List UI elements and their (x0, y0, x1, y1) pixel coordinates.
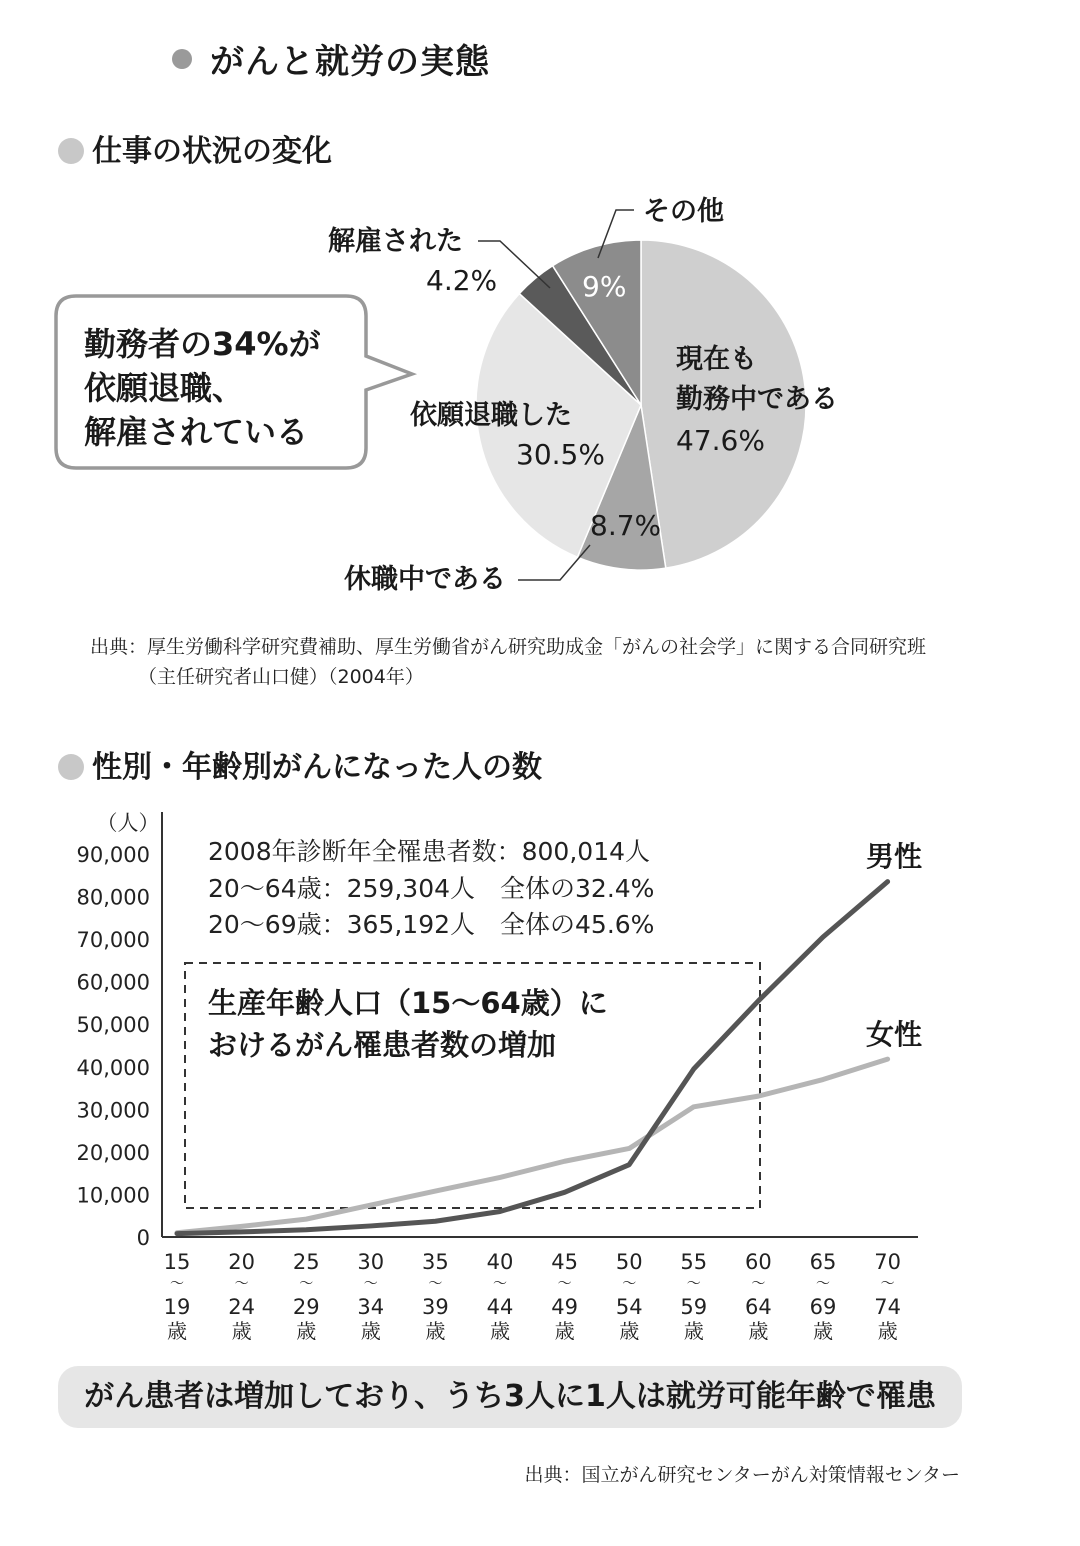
x-tick-label: 64 (745, 1295, 772, 1319)
series-point-male (886, 880, 889, 883)
series-point-male (176, 1232, 179, 1235)
legend-male: 男性 (866, 840, 923, 873)
series-point-female (822, 1078, 825, 1081)
pie-value-working: 47.6% (676, 424, 765, 457)
series-point-female (563, 1160, 566, 1163)
y-tick-label: 80,000 (76, 885, 150, 910)
x-tick-label: 〜 (622, 1276, 637, 1292)
y-tick-label: 50,000 (76, 1013, 150, 1038)
pie-chart (0, 180, 1080, 600)
series-point-female (628, 1147, 631, 1150)
x-tick-label: 歳 (490, 1319, 510, 1343)
series-point-male (499, 1210, 502, 1213)
legend-female: 女性 (866, 1018, 923, 1051)
x-tick-label: 歳 (877, 1319, 898, 1343)
x-tick-label: 歳 (813, 1319, 833, 1343)
x-tick-label: 29 (292, 1295, 320, 1319)
stat-line: 20〜64歳：259,304人 全体の32.4% (208, 874, 655, 903)
section2-title-text: 性別・年齢別がんになった人の数 (92, 750, 542, 785)
x-tick-label: 歳 (554, 1319, 575, 1343)
x-tick-label: 歳 (231, 1319, 252, 1343)
x-tick-label: 〜 (299, 1276, 314, 1292)
x-tick-label: 〜 (816, 1276, 830, 1292)
x-tick-label: 15 (163, 1250, 191, 1274)
highlight-line: おけるがん罹患者数の増加 (208, 1028, 557, 1062)
series-point-female (757, 1095, 760, 1098)
x-tick-label: 〜 (170, 1276, 184, 1292)
x-tick-label: 65 (809, 1250, 837, 1274)
series-point-female (886, 1058, 889, 1061)
x-tick-label: 〜 (557, 1276, 572, 1292)
main-title (172, 34, 490, 83)
x-tick-label: 歳 (683, 1319, 704, 1343)
stat-line: 20〜69歳：365,192人 全体の45.6% (208, 910, 655, 939)
x-tick-label: 50 (615, 1250, 643, 1274)
pie-value-leave: 8.7% (590, 509, 662, 542)
x-tick-label: 70 (874, 1250, 901, 1274)
pie-value-fired: 4.2% (426, 264, 498, 297)
callout-line: 解雇されている (84, 413, 309, 451)
series-point-male (822, 935, 825, 938)
conclusion-banner: がん患者は増加しており、うち3人に1人は就労可能年齢で罹患 (58, 1366, 962, 1428)
series-point-male (434, 1220, 437, 1223)
x-tick-label: 55 (680, 1250, 708, 1274)
x-tick-label: 歳 (619, 1319, 640, 1343)
x-tick-label: 〜 (363, 1276, 378, 1292)
series-point-male (563, 1191, 566, 1194)
x-tick-label: 歳 (425, 1319, 446, 1343)
series-line-female (177, 1059, 888, 1233)
x-tick-label: 19 (163, 1295, 191, 1319)
x-tick-label: 〜 (880, 1276, 895, 1292)
x-tick-label: 30 (357, 1250, 385, 1274)
x-tick-label: 39 (422, 1295, 449, 1319)
x-tick-label: 35 (422, 1250, 449, 1274)
pie-label-other: その他 (643, 196, 724, 227)
x-tick-label: 44 (486, 1295, 514, 1319)
highlight-line: 生産年齢人口（15〜64歳）に (208, 986, 608, 1020)
series-point-female (499, 1176, 502, 1179)
x-tick-label: 59 (680, 1295, 708, 1319)
source-1-line2: （主任研究者山口健）（2004年） (138, 666, 424, 688)
x-tick-label: 74 (874, 1295, 901, 1319)
series-point-female (434, 1190, 437, 1193)
series-point-male (628, 1163, 631, 1166)
x-tick-label: 〜 (234, 1276, 249, 1292)
pie-label-fired: 解雇された (328, 226, 463, 257)
x-tick-label: 40 (486, 1250, 514, 1274)
y-tick-label: 20,000 (76, 1140, 150, 1165)
x-tick-label: 〜 (751, 1276, 766, 1292)
pie-value-resigned: 30.5% (516, 438, 605, 471)
callout-line: 勤務者の34%が (84, 325, 321, 363)
x-tick-label: 49 (551, 1295, 578, 1319)
x-tick-label: 69 (809, 1295, 837, 1319)
x-tick-label: 歳 (296, 1319, 317, 1343)
series-point-male (369, 1224, 372, 1227)
series-point-male (305, 1228, 308, 1231)
section2-title (58, 742, 542, 786)
source-1: 出典：厚生労働科学研究費補助、厚生労働省がん研究助成金「がんの社会学」に関する合同研究班 (90, 636, 927, 658)
y-tick-label: 30,000 (76, 1098, 150, 1123)
y-tick-label: 0 (136, 1226, 150, 1250)
series-point-male (692, 1067, 695, 1070)
x-tick-label: 歳 (748, 1319, 769, 1343)
y-axis-label: （人） (96, 811, 160, 835)
section1-title-text: 仕事の状況の変化 (92, 134, 332, 169)
series-point-female (692, 1105, 695, 1108)
section1-title (58, 126, 332, 170)
line-chart (0, 800, 1080, 1350)
x-tick-label: 54 (615, 1295, 643, 1319)
x-tick-label: 〜 (428, 1276, 443, 1292)
x-tick-label: 歳 (167, 1319, 187, 1343)
pie-label-working: 現在も (676, 344, 757, 375)
stat-line: 2008年診断年全罹患者数：800,014人 (208, 837, 651, 866)
y-tick-label: 90,000 (76, 843, 150, 867)
series-point-female (369, 1204, 372, 1207)
callout-line: 依願退職、 (84, 369, 245, 407)
main-title-text: がんと就労の実態 (210, 42, 490, 82)
x-tick-label: 25 (292, 1250, 320, 1274)
x-tick-label: 45 (551, 1250, 578, 1274)
x-tick-label: 〜 (686, 1276, 701, 1292)
pie-value-other: 9% (582, 270, 627, 303)
x-tick-label: 〜 (493, 1276, 507, 1292)
series-point-male (757, 999, 760, 1002)
pie-label-working: 勤務中である (676, 384, 838, 415)
series-point-female (305, 1218, 308, 1221)
section-bullet-icon (58, 754, 84, 780)
y-tick-label: 40,000 (76, 1055, 150, 1080)
source-2: 出典：国立がん研究センターがん対策情報センター (524, 1464, 960, 1486)
title-bullet-icon (172, 49, 192, 69)
pie-label-resigned: 依願退職した (410, 400, 572, 431)
x-tick-label: 20 (228, 1250, 255, 1274)
y-tick-label: 10,000 (76, 1183, 150, 1208)
series-point-female (240, 1225, 243, 1228)
x-tick-label: 60 (745, 1250, 772, 1274)
y-tick-label: 60,000 (76, 970, 150, 995)
y-tick-label: 70,000 (76, 928, 150, 953)
section-bullet-icon (58, 138, 84, 164)
x-tick-label: 24 (228, 1295, 255, 1319)
series-point-male (240, 1230, 243, 1233)
x-tick-label: 歳 (360, 1319, 381, 1343)
pie-label-leave: 休職中である (344, 564, 506, 595)
stats-block (208, 837, 654, 939)
x-tick-label: 34 (357, 1295, 385, 1319)
